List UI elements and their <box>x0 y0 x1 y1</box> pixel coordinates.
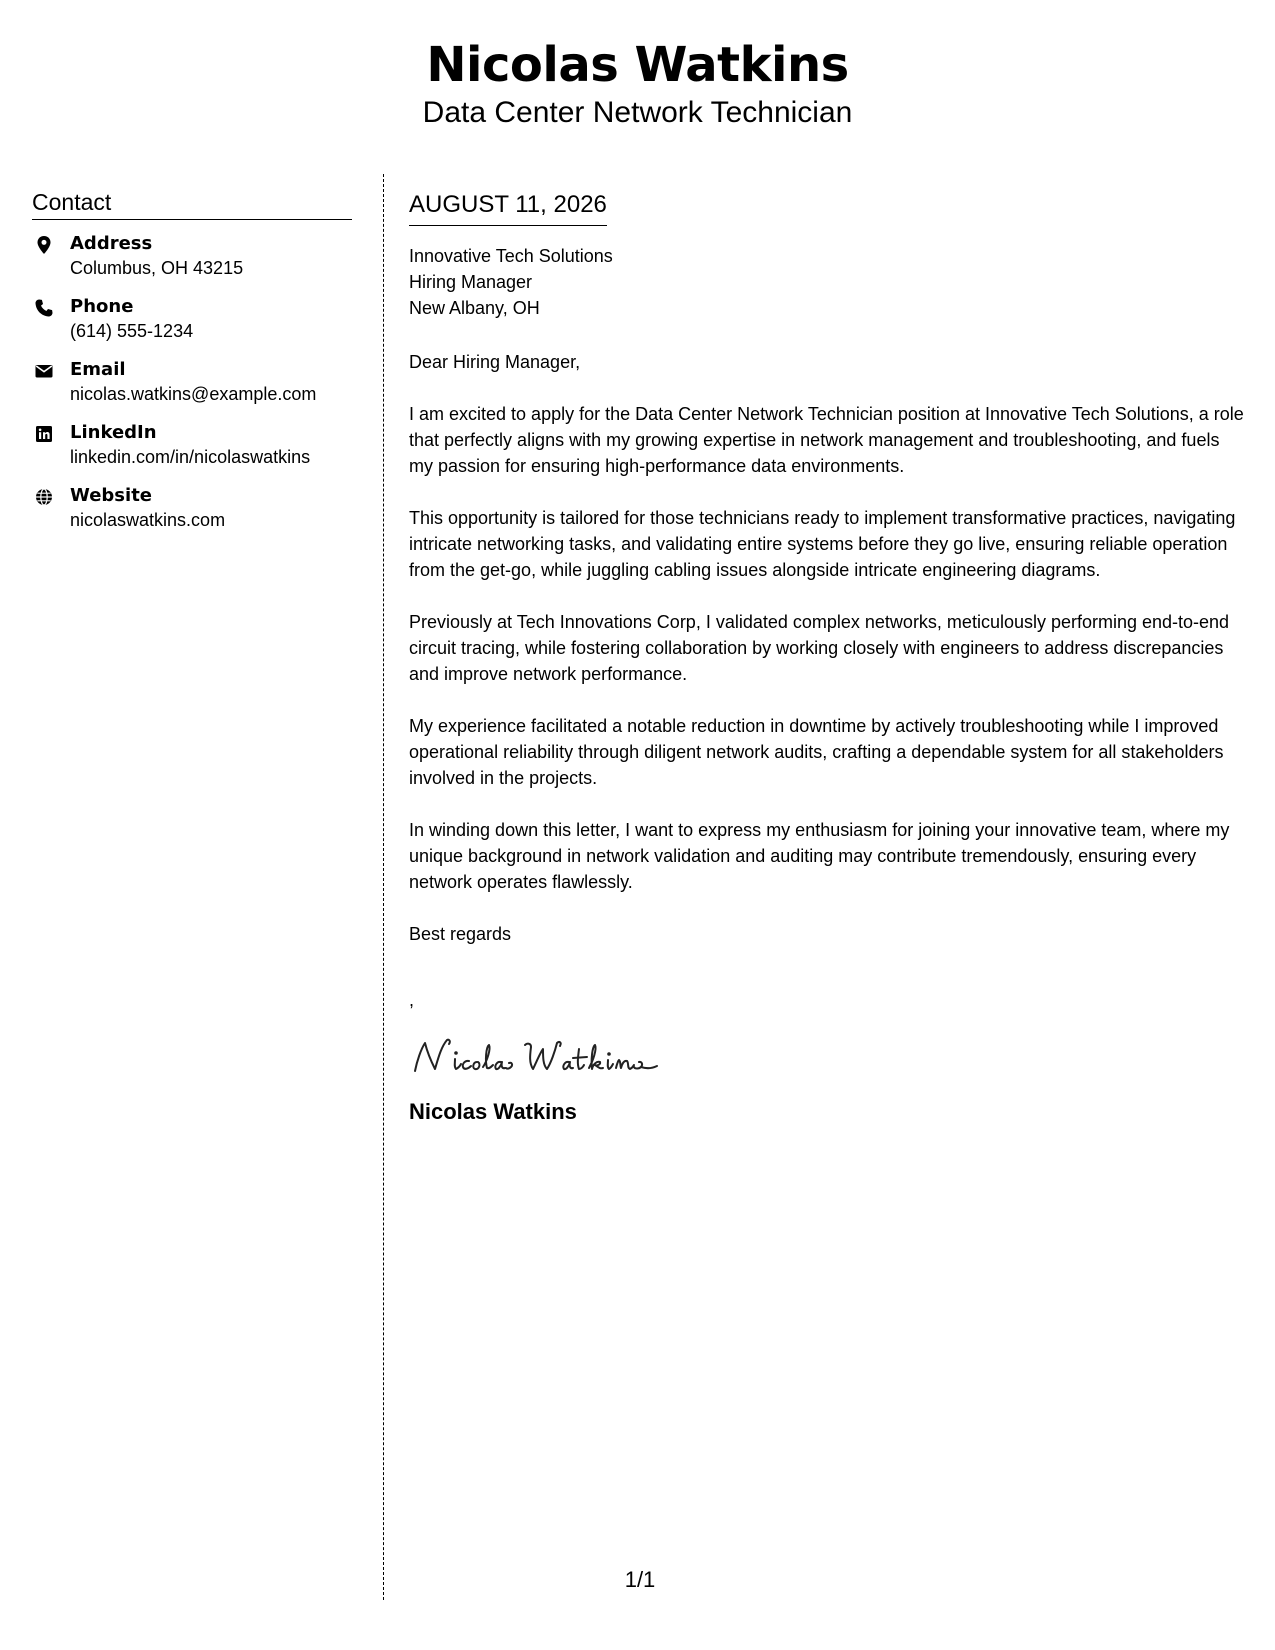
globe-icon <box>34 487 54 507</box>
contact-value: Columbus, OH 43215 <box>70 258 244 278</box>
contact-heading: Contact <box>32 188 352 220</box>
recipient-block <box>409 243 1247 321</box>
phone-icon <box>34 298 54 318</box>
contact-value: (614) 555-1234 <box>70 321 194 341</box>
contact-value: linkedin.com/in/nicolaswatkins <box>70 447 311 467</box>
recipient-role: Hiring Manager <box>409 272 533 292</box>
contact-item-email <box>32 358 352 421</box>
contact-label: LinkedIn <box>70 422 157 443</box>
recipient-company: Innovative Tech Solutions <box>409 246 613 266</box>
page-number: 1/1 <box>624 1567 656 1592</box>
contact-label: Address <box>70 233 153 254</box>
column-divider <box>383 174 384 1600</box>
contact-value: nicolas.watkins@example.com <box>70 384 317 404</box>
closing-comma: , <box>409 990 415 1010</box>
recipient-location: New Albany, OH <box>409 298 540 318</box>
closing: Best regards <box>409 924 512 944</box>
contact-sidebar <box>32 188 352 547</box>
contact-item-website <box>32 484 352 547</box>
linkedin-icon <box>34 424 54 444</box>
envelope-icon <box>34 361 54 381</box>
contact-item-linkedin <box>32 421 352 484</box>
contact-label: Email <box>70 359 126 380</box>
letter-header <box>0 34 1275 132</box>
greeting: Dear Hiring Manager, <box>409 352 581 372</box>
letter-paragraph: In winding down this letter, I want to express my enthusiasm for joining your innovative team, where my unique background in network validation and auditing may contribute tremendously, ensuring every network operates flawlessly. <box>409 820 1230 892</box>
contact-value: nicolaswatkins.com <box>70 510 226 530</box>
handwritten-signature <box>409 1031 1247 1083</box>
contact-label: Website <box>70 485 153 506</box>
letter-body <box>409 190 1247 1126</box>
letter-date: AUGUST 11, 2026 <box>409 190 607 226</box>
contact-list <box>32 232 352 547</box>
contact-item-phone <box>32 295 352 358</box>
applicant-name: Nicolas Watkins <box>426 37 849 93</box>
letter-paragraph: This opportunity is tailored for those technicians ready to implement transformative practices, navigating intricate networking tasks, and validating entire systems before they go live, ensuring reliable operation from the get-go, while juggling cabling issues alongside intricate engineering diagrams. <box>409 508 1236 580</box>
contact-label: Phone <box>70 296 134 317</box>
signer-name: Nicolas Watkins <box>409 1099 577 1124</box>
letter-paragraph: Previously at Tech Innovations Corp, I validated complex networks, meticulously performing end-to-end circuit tracing, while fostering collaboration by working closely with engineers to address discrepancies and improve network performance. <box>409 612 1230 684</box>
applicant-job-title: Data Center Network Technician <box>422 96 853 129</box>
contact-item-address <box>32 232 352 295</box>
letter-paragraph: My experience facilitated a notable reduction in downtime by actively troubleshooting while I improved operational reliability through diligent network audits, crafting a dependable system for all stakeholders involved in the projects. <box>409 716 1224 788</box>
map-pin-icon <box>34 235 54 255</box>
letter-paragraph: I am excited to apply for the Data Center Network Technician position at Innovative Tech Solutions, a role that perfectly aligns with my growing expertise in network management and troubleshooting, and fuels my passion for ensuring high-performance data environments. <box>409 404 1244 476</box>
